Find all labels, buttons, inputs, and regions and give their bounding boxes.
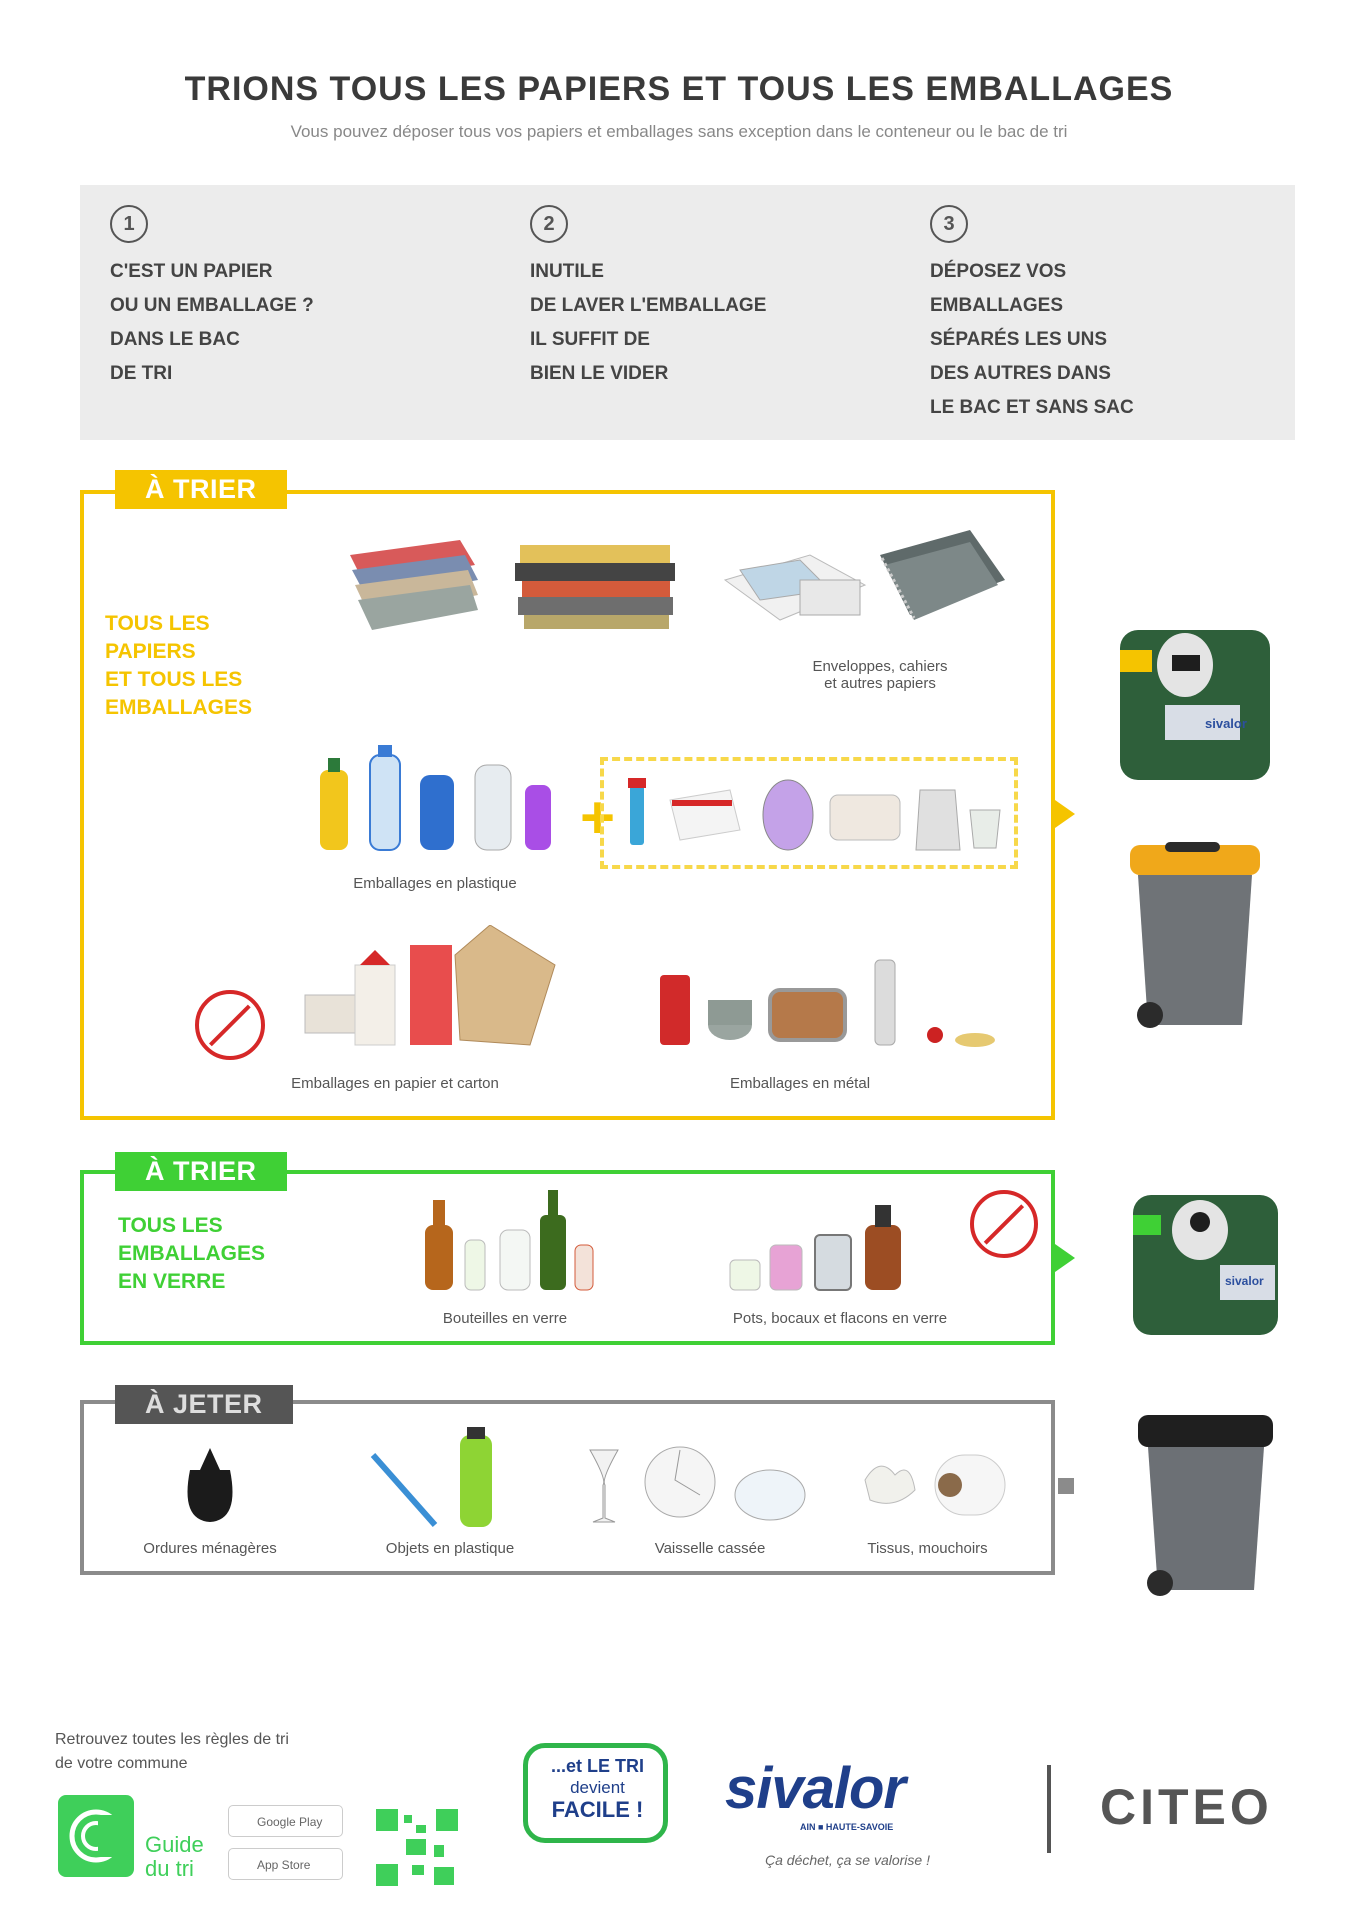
footer-line: de votre commune [55,1755,188,1772]
arrow-to-yellow-bins [1055,800,1075,828]
plastic-bottles-image [310,740,560,855]
section-tag: À TRIER [115,470,287,509]
label-line: PAPIERS [105,640,196,663]
step-line: EMBALLAGES [930,295,1063,316]
label-line: EMBALLAGES [105,696,252,719]
arrow-to-glass-bin [1055,1244,1075,1272]
label-line: TOUS LES [105,612,210,635]
bubble-line: FACILE ! [551,1797,644,1822]
metal-items-image [655,955,1005,1055]
glass-jars-image [725,1200,910,1295]
step-line: OU UN EMBALLAGE ? [110,295,314,316]
step-line: DÉPOSEZ VOS [930,261,1067,282]
step-line: DES AUTRES DANS [930,363,1111,384]
step-line: IL SUFFIT DE [530,329,650,350]
bubble-text [535,1755,660,1821]
step-line: DE TRI [110,363,173,384]
app-store-button[interactable]: App Store [228,1848,343,1880]
step-2 [530,205,860,391]
step-1 [110,205,440,391]
green-glass-container-image [1125,1180,1285,1345]
grey-wheelie-bin-black-lid-image [1130,1405,1280,1600]
section-tag: À TRIER [115,1152,287,1191]
grey-wheelie-bin-yellow-lid-image [1120,840,1270,1035]
svg-text:sivalor: sivalor [1205,716,1247,731]
caption-plastic: Emballages en plastique [353,875,517,892]
guide-du-tri-app-icon[interactable] [58,1795,134,1877]
step-line: BIEN LE VIDER [530,363,669,384]
newspapers-image [510,525,680,635]
page-subtitle: Vous pouvez déposer tous vos papiers et emballages sans exception dans le conteneur ou le bac de tri [290,122,1068,141]
broken-dishes-image [585,1440,810,1530]
label-line: EMBALLAGES [118,1242,265,1265]
green-container-yellow-flap-image [1110,610,1280,790]
plastic-objects-image [365,1425,515,1530]
section-tag: À JETER [115,1385,293,1424]
footer-divider [1047,1765,1051,1853]
sivalor-logo: sivalor [725,1756,905,1821]
step-line: DANS LE BAC [110,329,240,350]
section-label [105,610,252,722]
step-line: C'EST UN PAPIER [110,261,273,282]
citeo-logo: CITEO [1100,1779,1273,1835]
plus-icon: + [580,784,616,851]
bubble-line: ...et LE TRI [550,1756,644,1776]
caption-bottles: Bouteilles en verre [442,1310,568,1327]
tissues-image [855,1440,1020,1530]
page-title: TRIONS TOUS LES PAPIERS ET TOUS LES EMBALLAGES [184,70,1174,108]
tri-facile-logo [515,1735,675,1875]
sivalor-subtitle: AIN ■ HAUTE-SAVOIE [800,1822,894,1832]
carton-items-image [300,925,560,1050]
label-line: TOUS LES [118,1214,223,1237]
step-line: INUTILE [530,261,604,282]
app-name-line: Guide [145,1832,204,1857]
small-plastic-items-image [620,770,1005,860]
caption-carton: Emballages en papier et carton [291,1075,499,1092]
qr-code-image[interactable] [372,1805,462,1890]
arrow-to-trash-bin [1058,1478,1074,1494]
caption-line: Enveloppes, cahiers [812,658,948,675]
section-label [118,1212,265,1296]
step-number: 2 [530,205,568,243]
step-number: 3 [930,205,968,243]
forbidden-cardboard-icon [195,990,265,1060]
step-3 [930,205,1260,425]
caption-notebooks [760,658,1000,692]
caption-jars: Pots, bocaux et flacons en verre [732,1310,948,1327]
guide-app-name [145,1833,204,1881]
footer-line: Retrouvez toutes les règles de tri [55,1731,289,1748]
label-line: EN VERRE [118,1270,226,1293]
caption-bags: Ordures ménagères [143,1540,277,1557]
bubble-line: devient [570,1778,625,1797]
trash-bag-image [175,1440,245,1525]
svg-text:sivalor: sivalor [1225,1274,1264,1288]
steps-panel [80,185,1295,440]
caption-plastic-objects: Objets en plastique [385,1540,515,1557]
step-line: DE LAVER L'EMBALLAGE [530,295,767,316]
footer-guide-text [55,1728,289,1776]
step-number: 1 [110,205,148,243]
envelopes-image [720,540,870,625]
caption-dishes: Vaisselle cassée [654,1540,766,1557]
caption-metal: Emballages en métal [729,1075,871,1092]
magazines-image [340,525,480,635]
label-line: ET TOUS LES [105,668,243,691]
forbidden-wineglass-icon [970,1190,1038,1258]
glass-bottles-image [420,1185,600,1295]
notebooks-image [870,520,1010,630]
guide-logo-icon [58,1795,134,1877]
caption-line: et autres papiers [824,675,936,692]
app-name-line: du tri [145,1856,194,1881]
step-line: LE BAC ET SANS SAC [930,397,1134,418]
caption-tissues: Tissus, mouchoirs [867,1540,988,1557]
sivalor-tagline: Ça déchet, ça se valorise ! [765,1852,930,1868]
step-line: SÉPARÉS LES UNS [930,329,1108,350]
google-play-button[interactable]: Google Play [228,1805,343,1837]
